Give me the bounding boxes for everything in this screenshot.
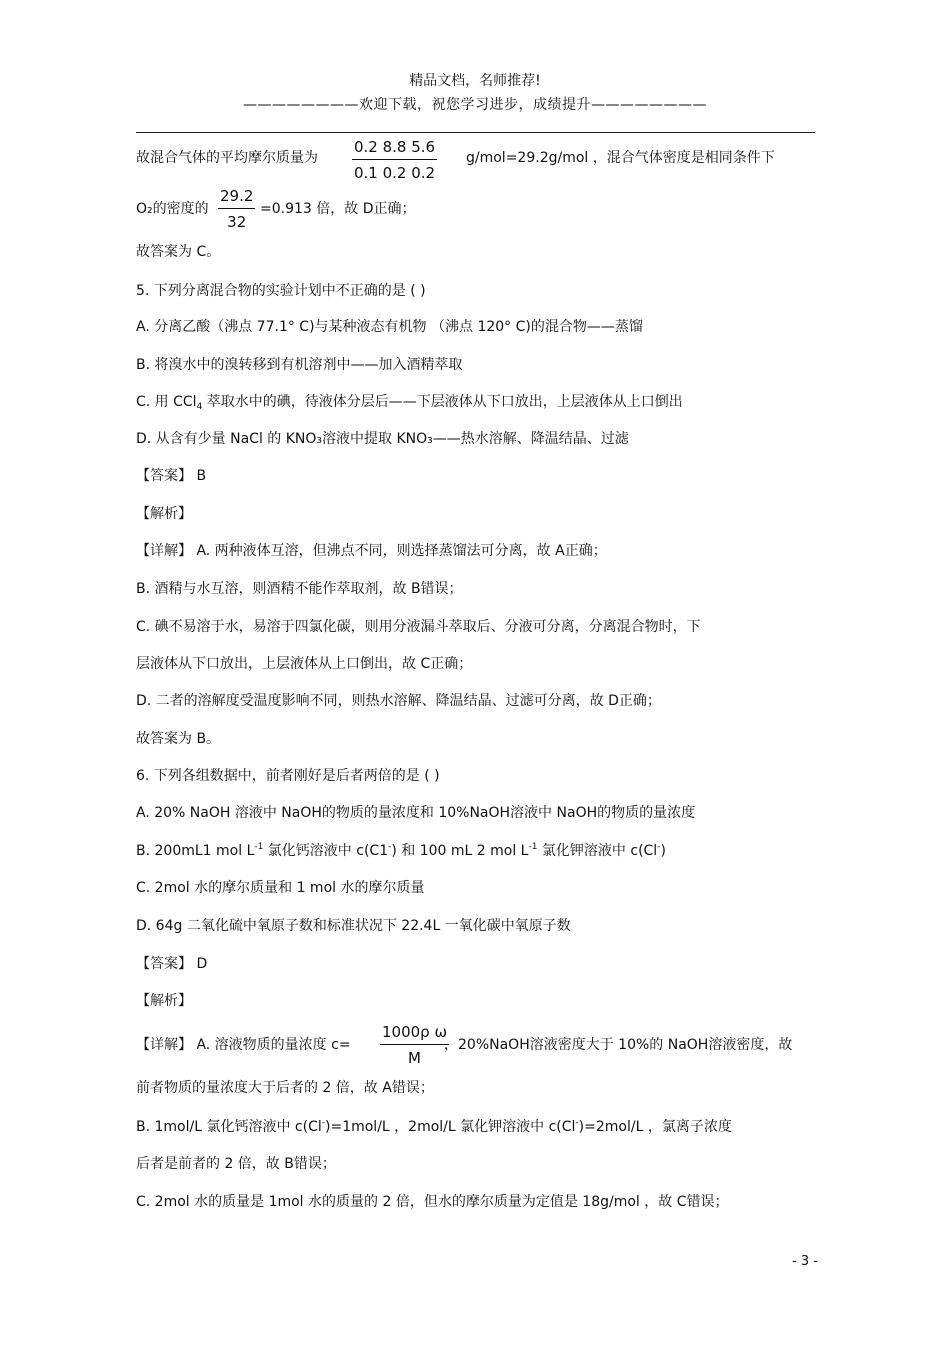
q5-conclusion: 故答案为 B。 xyxy=(136,731,221,747)
q5-answer: 【答案】 B xyxy=(136,468,207,484)
q5-detail-c-cont: 层液体从下口放出，上层液体从上口倒出，故 C正确； xyxy=(136,656,473,672)
density-ratio-fraction xyxy=(218,187,255,231)
q6-option-b-sup: - xyxy=(657,842,661,852)
q6-option-d: D. 64g 二氧化硫中氧原子数和标准状况下 22.4L 一氧化碳中氧原子数 xyxy=(136,918,571,934)
q6-detail-b-part: B. 1mol/L 氯化钙溶液中 c(Cl xyxy=(136,1119,322,1135)
q5-analysis-heading: 【解析】 xyxy=(136,506,192,522)
q6-option-b-sup: -1 xyxy=(528,842,538,852)
header-slogan: ————————欢迎下载，祝您学习进步，成绩提升———————— xyxy=(243,97,707,113)
header-divider xyxy=(136,132,815,133)
q6-detail-b-part: )=1mol/L ，2mol/L 氯化钾溶液中 c(Cl xyxy=(325,1119,576,1135)
q6-detail-b xyxy=(136,1117,732,1137)
q6-option-b-part: 氯化钾溶液中 c(Cl xyxy=(537,843,658,859)
q6-option-b-part: ) xyxy=(660,843,666,859)
intro-line-1-suffix: g/mol=29.2g/mol ，混合气体密度是相同条件下 xyxy=(466,150,775,166)
fraction-denominator: 32 xyxy=(227,213,247,231)
intro-line-2-suffix: =0.913 倍，故 D正确； xyxy=(260,201,416,217)
q5-detail-c: C. 碘不易溶于水，易溶于四氯化碳，则用分液漏斗萃取后、分液可分离，分离混合物时，下 xyxy=(136,619,701,635)
concentration-formula-fraction xyxy=(380,1023,449,1067)
q5-option-d: D. 从含有少量 NaCl 的 KNO₃溶液中提取 KNO₃——热水溶解、降温结晶、过滤 xyxy=(136,431,629,447)
q6-detail-a-pre: 【详解】 A. 溶液物质的量浓度 c= xyxy=(136,1037,351,1053)
q5-option-a: A. 分离乙酸（沸点 77.1° C)与某种液态有机物 （沸点 120° C)的混合物——蒸馏 xyxy=(136,319,643,335)
q6-detail-a-cont: 前者物质的量浓度大于后者的 2 倍，故 A错误； xyxy=(136,1080,434,1096)
q6-option-a: A. 20% NaOH 溶液中 NaOH的物质的量浓度和 10%NaOH溶液中 NaOH的物质的量浓度 xyxy=(136,805,696,821)
q6-detail-a-post: ，20%NaOH溶液密度大于 10%的 NaOH溶液密度，故 xyxy=(444,1037,793,1053)
fraction-denominator: 0.1 0.2 0.2 xyxy=(354,164,436,182)
q6-detail-b-part: )=2mol/L ，氯离子浓度 xyxy=(578,1119,732,1135)
molar-mass-fraction xyxy=(352,138,437,182)
q5-option-c-sub: 4 xyxy=(196,402,203,412)
q5-option-c xyxy=(136,392,683,412)
fraction-bar xyxy=(380,1044,449,1045)
q5-option-c-pre: C. 用 CCl xyxy=(136,394,197,410)
q6-analysis-heading: 【解析】 xyxy=(136,993,192,1009)
fraction-bar xyxy=(352,159,437,160)
intro-line-1-prefix: 故混合气体的平均摩尔质量为 xyxy=(136,150,318,166)
q6-detail-b-sup: - xyxy=(321,1118,325,1128)
q5-option-b: B. 将溴水中的溴转移到有机溶剂中——加入酒精萃取 xyxy=(136,357,463,373)
q6-detail-b-sup: - xyxy=(575,1118,579,1128)
q6-answer: 【答案】 D xyxy=(136,956,208,972)
q6-detail-c: C. 2mol 水的质量是 1mol 水的质量的 2 倍，但水的摩尔质量为定值是 18g/mol ，故 C错误； xyxy=(136,1194,729,1210)
q6-option-b-part: B. 200mL1 mol L xyxy=(136,843,255,859)
intro-answer: 故答案为 C。 xyxy=(136,244,221,260)
intro-line-2-prefix: O₂的密度的 xyxy=(136,201,209,217)
fraction-numerator: 1000ρ ω xyxy=(382,1023,448,1041)
q6-option-b xyxy=(136,841,666,861)
q6-option-b-part: 氯化钙溶液中 c(C1 xyxy=(263,843,389,859)
q6-stem: 6. 下列各组数据中，前者刚好是后者两倍的是 ( ) xyxy=(136,768,440,784)
fraction-numerator: 0.2 8.8 5.6 xyxy=(354,138,436,156)
q5-detail-a: 【详解】 A. 两种液体互溶，但沸点不同，则选择蒸馏法可分离，故 A正确； xyxy=(136,543,607,559)
q5-stem: 5. 下列分离混合物的实验计划中不正确的是 ( ) xyxy=(136,283,426,299)
q5-detail-d: D. 二者的溶解度受温度影响不同，则热水溶解、降温结晶、过滤可分离，故 D正确； xyxy=(136,693,661,709)
q5-option-c-post: 萃取水中的碘，待液体分层后——下层液体从下口放出，上层液体从上口倒出 xyxy=(202,394,683,410)
q6-option-b-sup: -1 xyxy=(254,842,264,852)
q6-option-c: C. 2mol 水的摩尔质量和 1 mol 水的摩尔质量 xyxy=(136,880,425,896)
q6-option-b-part: ) 和 100 mL 2 mol L xyxy=(391,843,529,859)
page-number: - 3 - xyxy=(792,1254,818,1269)
fraction-bar xyxy=(218,208,255,209)
header-title: 精品文档，名师推荐! xyxy=(409,73,541,89)
fraction-denominator: M xyxy=(408,1049,421,1067)
fraction-numerator: 29.2 xyxy=(220,187,254,205)
q5-detail-b: B. 酒精与水互溶，则酒精不能作萃取剂，故 B错误； xyxy=(136,581,463,597)
q6-detail-b-cont: 后者是前者的 2 倍，故 B错误； xyxy=(136,1156,336,1172)
q6-option-b-sup: - xyxy=(388,842,392,852)
